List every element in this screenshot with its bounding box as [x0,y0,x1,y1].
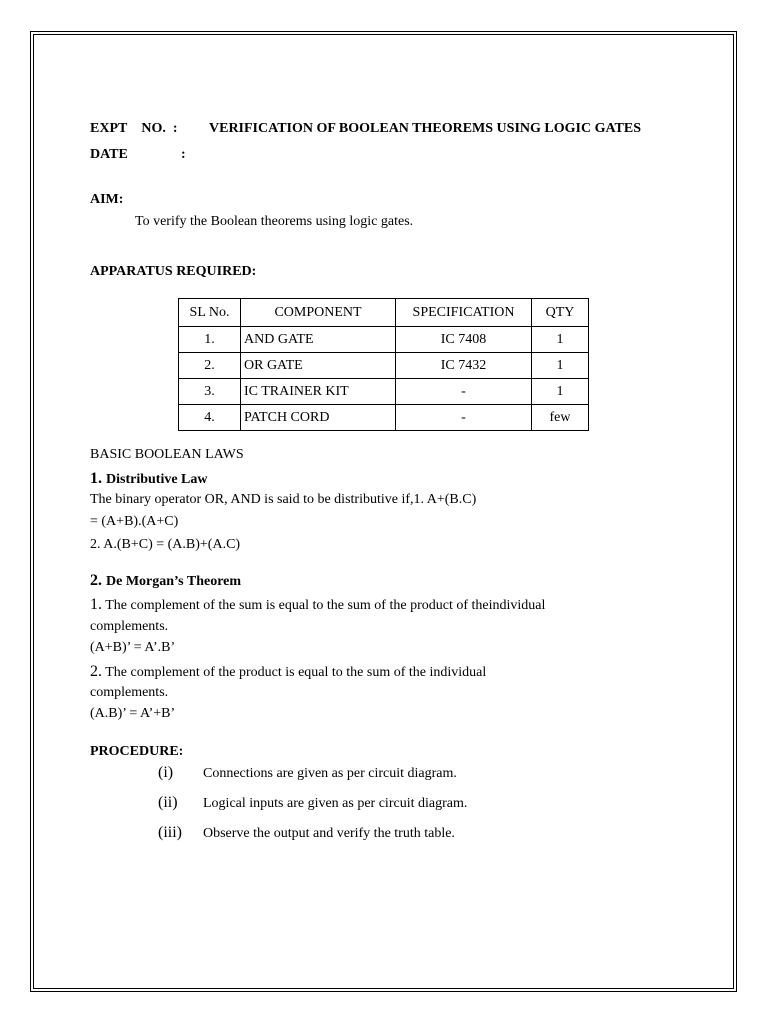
table-cell: IC 7432 [396,353,532,379]
table-cell: 4. [179,405,241,431]
expt-no-label: EXPT NO. : [90,121,178,136]
table-cell: OR GATE [241,353,396,379]
experiment-title: VERIFICATION OF BOOLEAN THEOREMS USING LOGIC GATES [209,121,642,136]
demorgan-point-2: 2. The complement of the product is equal to the sum of the individual [90,663,487,680]
page-border-inner [33,34,734,989]
column-header: QTY [532,299,589,327]
table-row [179,353,589,379]
apparatus-heading: APPARATUS REQUIRED: [90,264,257,279]
column-header: SPECIFICATION [396,299,532,327]
demorgan-heading [90,572,241,590]
table-cell: 1 [532,353,589,379]
table-cell: - [396,379,532,405]
aim-text: To verify the Boolean theorems using logic gates. [135,214,414,229]
procedure-step-text: Observe the output and verify the truth table. [203,826,455,841]
procedure-step-text: Connections are given as per circuit diagram. [203,766,457,781]
demorgan-point-1: 1. The complement of the sum is equal to the sum of the product of theindividual [90,596,546,613]
aim-heading: AIM: [90,192,124,207]
table-cell: 1. [179,327,241,353]
table-row [179,405,589,431]
demorgan-equation-1: (A+B)’ = A’.B’ [90,640,176,655]
section-title: Distributive Law [106,472,208,487]
table-cell: few [532,405,589,431]
table-cell: IC 7408 [396,327,532,353]
distributive-line-3: 2. A.(B+C) = (A.B)+(A.C) [90,537,241,552]
demorgan-point-1-cont: complements. [90,619,169,634]
table-cell: - [396,405,532,431]
section-title: De Morgan’s Theorem [106,574,242,589]
table-cell: AND GATE [241,327,396,353]
table-cell: 2. [179,353,241,379]
table-cell: 1 [532,379,589,405]
apparatus-table [178,298,589,431]
distributive-law-heading [90,470,208,488]
table-cell: 1 [532,327,589,353]
table-cell: PATCH CORD [241,405,396,431]
table-row [179,379,589,405]
table-cell: IC TRAINER KIT [241,379,396,405]
table-row [179,327,589,353]
procedure-step-number: (iii) [158,824,182,841]
demorgan-point-2-cont: complements. [90,685,169,700]
laws-heading: BASIC BOOLEAN LAWS [90,447,244,462]
distributive-line-1: The binary operator OR, AND is said to be distributive if,1. A+(B.C) [90,492,477,507]
distributive-line-2: = (A+B).(A+C) [90,514,179,529]
section-number: 2. [90,572,102,589]
procedure-step-number: (ii) [158,794,178,811]
procedure-step-number: (i) [158,764,174,781]
column-header: COMPONENT [241,299,396,327]
date-colon: : [181,147,186,162]
table-header-row [179,299,589,327]
demorgan-equation-2: (A.B)’ = A’+B’ [90,706,176,721]
column-header: SL No. [179,299,241,327]
date-label: DATE [90,147,128,162]
section-number: 1. [90,470,102,487]
procedure-step-text: Logical inputs are given as per circuit diagram. [203,796,468,811]
table-cell: 3. [179,379,241,405]
procedure-heading: PROCEDURE: [90,744,184,759]
